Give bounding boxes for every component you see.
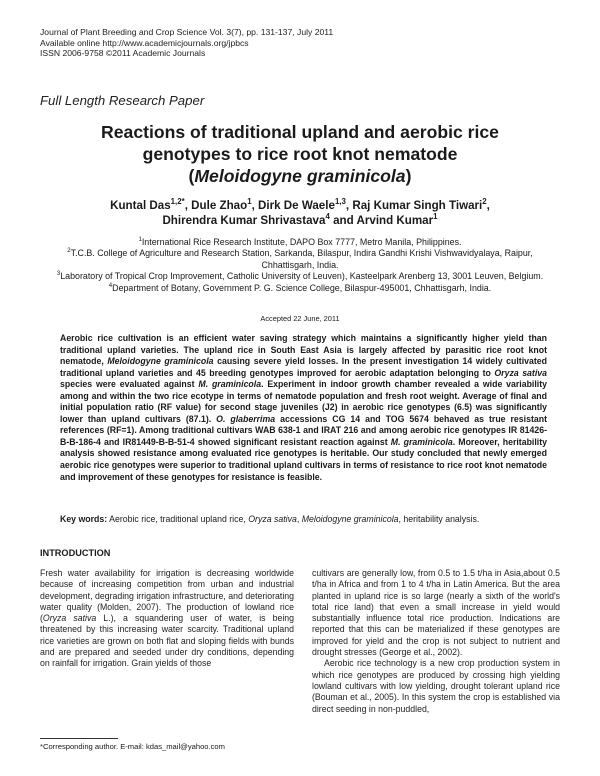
author-name: Dule Zhao <box>191 199 248 212</box>
keywords-label: Key words: <box>60 514 108 524</box>
affiliation-item: $^1$International Rice Research Institute, DAPO Box 7777, Metro Manila, Philippines. <box>138 237 462 247</box>
author-name: Arvind Kumar <box>356 214 434 228</box>
author-line-1: Kuntal Das$^{1,2*}$, Dule Zhao$^1$, Dirk De Waele$^{1,3}$, Raj Kumar Singh Tiwari$^2$, <box>110 197 490 212</box>
title-line-2: genotypes to rice root knot nematode <box>142 144 458 164</box>
paper-title <box>40 121 560 187</box>
body-column-right <box>312 568 560 715</box>
author-name: Kuntal Das <box>110 199 171 212</box>
author-affil-sup: 1 <box>433 212 438 222</box>
title-species: Meloidogyne graminicola <box>194 166 406 186</box>
footnote-divider <box>40 738 118 739</box>
accepted-date: Accepted 22 June, 2011 <box>260 314 340 323</box>
author-affil-sup: 1,3 <box>334 197 346 207</box>
body-paragraph: cultivars are generally low, from 0.5 to 1.5 t/ha in Asia,about 0.5 t/ha in Africa and from 1 to 4 t/ha in Latin America. But the area planted in upland rice is so large (nearly a sixth of the world's total rice land) that even a small increase in yield would substantially influence total rice production. Indications are reported that this can be materialized if these genotypes are improved for yield and the crop is not subject to nutrient and drought stresses (George et al., 2002). <box>312 568 560 658</box>
author-name: Raj Kumar Singh Tiwari <box>352 199 483 212</box>
corresponding-mark: * <box>181 197 185 207</box>
body-column-left <box>40 568 294 670</box>
affiliations <box>40 237 560 294</box>
title-paren-close: ) <box>405 166 412 186</box>
body-paragraph: Fresh water availability for irrigation is decreasing worldwide because of increasing competition from urban and industrial development, degrading irrigation infrastructure, and deteriorating water quality (Molden, 2007). The production of lowland rice (Oryza sativa L.), a squandering user of water, is being threatened by this increasing water scarcity. Traditional upland rice varieties are grown on both flat and sloping fields with bunds and are prepared and seeded under dry conditions, depending on rainfall for irrigation. Grain yields of those <box>40 568 295 669</box>
keywords: Key words: Aerobic rice, traditional upland rice, Oryza sativa, Meloidogyne graminicola, heritability analysis. <box>60 514 480 524</box>
corresponding-author-footnote: *Corresponding author. E-mail: kdas_mail@yahoo.com <box>40 742 225 751</box>
title-line-1: Reactions of traditional upland and aerobic rice <box>101 122 499 142</box>
author-affil-sup: 2 <box>482 197 487 207</box>
body-paragraph: Aerobic rice technology is a new crop production system in which rice genotypes are produced by crossing high yielding lowland cultivars with low yielding, drought tolerant upland rice (Bouman et al., 2005). In this system the crop is established via direct seeding in non-puddled, <box>312 658 560 714</box>
paper-type: Full Length Research Paper <box>40 93 205 108</box>
available-online-line: Available online http://www.academicjournals.org/jpbcs <box>40 37 249 48</box>
author-affil-sup: 1 <box>247 197 252 207</box>
affiliation-item: $^4$Department of Botany, Government P. G. Science College, Bilaspur-495001, Chhattisgarh, India. <box>108 282 492 293</box>
journal-header <box>40 27 333 59</box>
author-line-2: Dhirendra Kumar Shrivastava$^4$ and Arvind Kumar$^1$ <box>162 212 438 228</box>
author-name: Dhirendra Kumar Shrivastava <box>162 214 326 228</box>
affiliation-item: $^3$Laboratory of Tropical Crop Improvement, Catholic University of Leuven), Kasteelpark Arenberg 13, 3001 Leuven, Belgium. <box>56 271 544 282</box>
affiliation-item: $^2$T.C.B. College of Agriculture and Research Station, Sarkanda, Bilaspur, Indira Gandhi Krishi Vishwavidyalaya, Raipur, Chhattisgarh, India. <box>67 248 533 270</box>
author-affil-sup: 4 <box>325 212 330 222</box>
section-heading-introduction: INTRODUCTION <box>40 548 111 558</box>
issn-line: ISSN 2006-9758 ©2011 Academic Journals <box>40 48 206 59</box>
author-name: Dirk De Waele <box>258 199 335 212</box>
abstract: Aerobic rice cultivation is an efficient water saving strategy which maintains a significantly higher yield than traditional upland varieties. The upland rice in South East Asia is largely affected by parasitic rice root knot nematode, Meloidogyne graminicola causing severe yield losses. In the present investigation 14 widely cultivated traditional upland varieties and 45 breeding genotypes improved for aerobic adaptation belonging to Oryza sativa species were evaluated against M. graminicola. Experiment in indoor growth chamber revealed a wide variability among and within the two rice ecotype in terms of nematode population and fresh root weight. Average of final and initial population ratio (RF value) for second stage juveniles (J2) in aerobic rice genotypes (6.5) was significantly lower than upland cultivars (87.1). O. glaberrima accessions CG 14 and TOG 5674 behaved as true resistant references (RF=1). Among traditional cultivars WAB 638-1 and IRAT 216 and among aerobic rice genotypes IR 81426-B-B-186-4 and IR81449-B-B-51-4 showed significant resistant reaction against M. graminicola. Moreover, heritability analysis showed resistance among evaluated rice genotypes is heritable. Our study concluded that newly emerged aerobic rice genotypes were superior to traditional upland cultivars in terms of resistance to rice root knot nematode and improvement of these genotypes for resistance is feasible. <box>60 333 548 482</box>
author-list <box>40 198 560 228</box>
author-affil-sup: 1,2* <box>170 197 185 207</box>
title-paren-open: ( <box>188 166 195 186</box>
title-line-3 <box>40 165 560 187</box>
journal-line: Journal of Plant Breeding and Crop Science Vol. 3(7), pp. 131-137, July 2011 <box>40 27 334 37</box>
